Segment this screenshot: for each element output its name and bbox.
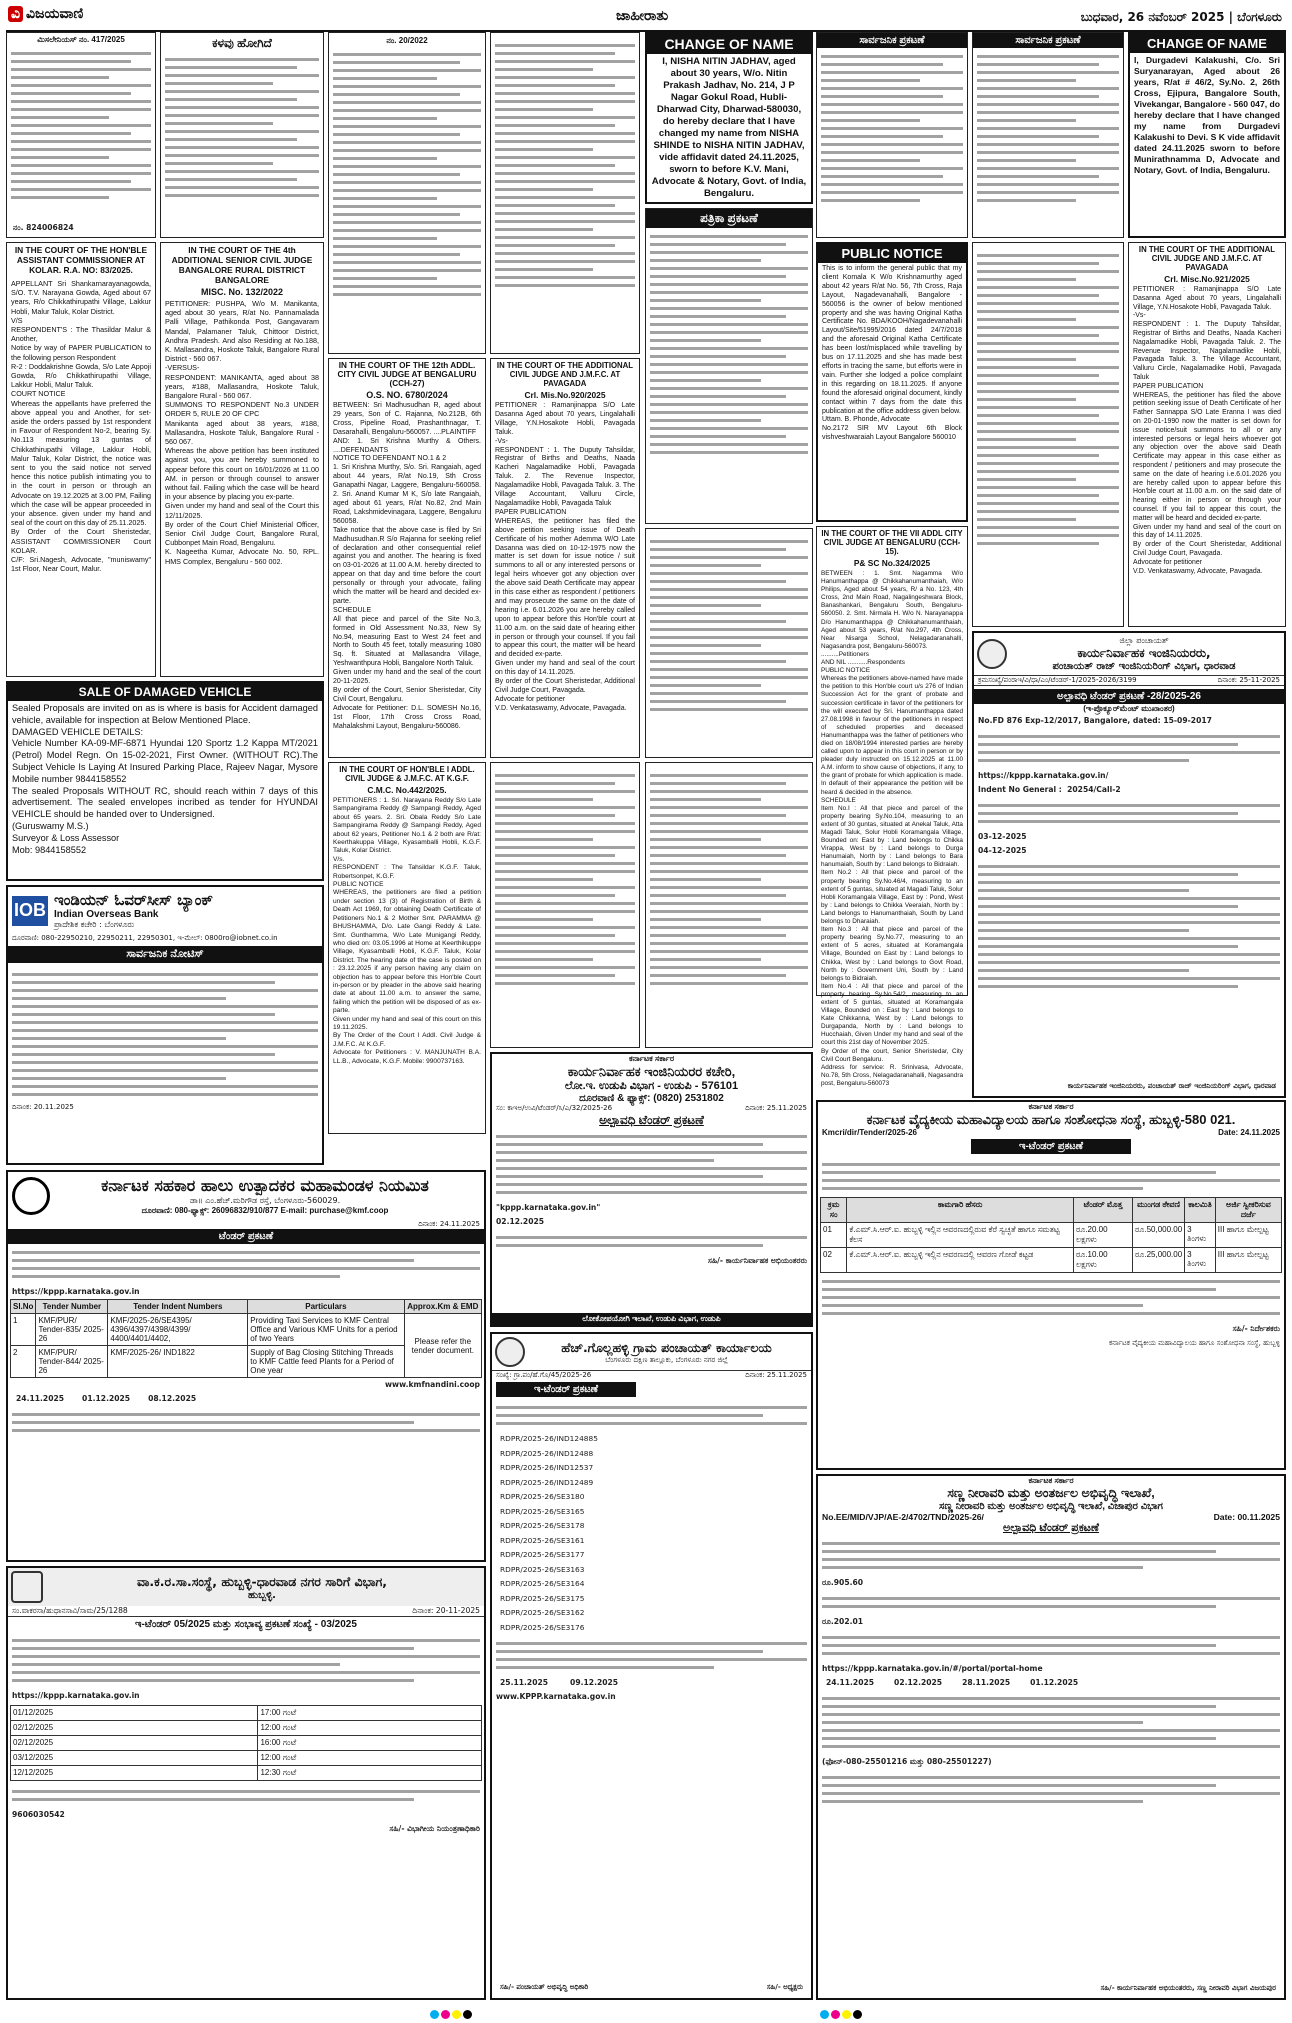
- tender-heading: ಅಲ್ಪಾವಧಿ ಟೆಂಡರ್ ಪ್ರಕಟಣೆ: [599, 1113, 704, 1127]
- issue-date: ಬುಧವಾರ, 26 ನವೆಂಬರ್ 2025 | ಬೆಂಗಳೂರು: [1080, 10, 1282, 24]
- list-item: RDPR/2025-26/SE3165: [500, 1506, 585, 1516]
- tender-heading: ಇ-ಟೆಂಡರ್ ಪ್ರಕಟಣೆ: [496, 1382, 636, 1397]
- tender-date-2: 04-12-2025: [978, 846, 1027, 855]
- ad-title: IN THE COURT OF THE ADDITIONAL CIVIL JUDGE AND J.M.F.C. AT PAVAGADA: [496, 361, 634, 388]
- minor-irrigation-tender: [816, 1474, 1286, 2000]
- ad-body: BETWEEN : 1. Smt. Nagamma W/o Hanumanthappa @ Chikkahanumanthaiah, W/o Philips, Aged about 54 years, R/ a No. 123, 4th Cross, 2nd Main Road, Nagalingeshwara Block, Banashankari, Bengaluru South, Bengaluru-560050. 2. Smt. Nirmala H. W/o N. Narayanappa D/o Hanumanthappa @ Chikkahanumanthaiah, Aged about 53 years, R/at No.297, 4th Cross, Near Nisarga School, Nelagadaranahalli, Nagasandra post, Bengaluru-560073. ..........Petitioners AND NIL ...........Respondents PUBLIC NOTICE Whereas the petitioners above-named have made the petition to this Hon'ble court u/s 276 of Indian Succession Act for the grant of probate and succession certificate in favor of the petitioners for the will executed by Sri. Hanumanthappa dated 27.08.1998 in favour of the petitioners in respect of scheduled properties and deceased Hanumanthappa was the father of petitioners who died on 18/08/1994 interested parties are hereby called upon to appear in this court in person or by pleader duly instructed on 15.12.2025 at 11.00 A.M. inform to show cause of objections, if any, to the grant of probate for which application is made. In default of their appearance the petition will be heard & decided in the absence. SCHEDULE Item No.I : All that piece and parcel of the property bearing Sy.No.104, measuring to an extent of 30 guntas, situated at Anekal Taluk, Atta Magadi Taluk, Solur Hobli Koramangala Village, Bounded on: East by : Land belongs to Chikka Virappa, West by : Land belongs to Durga Hanumaiah, North by : Land belongs to Bara hanumaiah, South by : Land belongs to Bidraiah. Item No.2 : All that piece and parcel of the property bearing Sy.No.46/4, measuring to an extent of 5 guntas, situated at Magadi Taluk, Solur Hobli Koramangala Village, East by : Pond, West by : Land belongs to Chikka Veeraiah, North by : Land belongs to Hanumanthaiah, South by Land belongs to Dharaiah. Item No.3 : All that piece and parcel of the property bearing Sy.No.77, measuring to an extent of 5 acres, situated at Koramangala Village, Bounded on East by : Land belongs to Chikka, West by : Land belongs to Govt Road, North by : Government Uni, South by : Land belongs to Bidraiah. Item No.4 : All that piece and parcel of the property bearing Sy.No.54/2, measuring to an extent of 5 guntas, situated at Koramangala Village, Bounded on : East by : Land belongs to Kate Chikkanna, West by : Land belongs to Durgapanda, North by : Land belongs to Hucchaiah, Given Under my hand and seal of the court this 21st day of November 2025. By Order of the court, Senior Sheristedar, City Civil Court Bengaluru. Address for service: R. Srinivasa, Advocate, No.78, 5th Cross, Nelagadaranahalli, Nagasandra post, Bengaluru-560073: [821, 570, 963, 1087]
- kannada-court-notice-2: [490, 32, 640, 354]
- table-cell: 03/12/2025: [11, 1751, 258, 1766]
- ad-body: I, Durgadevi Kalakushi, C/o. Sri Suryanarayan, Aged about 26 years, R/at # 46/2, Sy.No. 2, 26th Cross, Ejipura, Bangalore South, Vivekangar, Bangalore - 560 047, do hereby declare that I have changed my name from Durgadevi Kalakushi to Devi. S K vide affidavit dated 24.11.2025 sworn to before Munirathnamma D, Advocate and Notary, Govt. of India, Bengaluru.: [1134, 55, 1283, 175]
- ref-number: Kmcri/dir/Tender/2025-26: [822, 1128, 918, 1137]
- list-item: RDPR/2025-26/SE3164: [500, 1579, 585, 1588]
- table-cell: 01/12/2025: [11, 1706, 258, 1721]
- signatory: ಸಹಿ/- ವಿಭಾಗೀಯ ನಿಯಂತ್ರಣಾಧಿಕಾರಿ: [389, 1824, 480, 1833]
- table-cell: ಕೆ.ಎಮ್.ಸಿ.ಆರ್.ಐ. ಹುಬ್ಬಳ್ಳಿ ಇಲ್ಲಿನ ಆವರಣದಲ್ಲಿರುವ ಕೆರೆ ಸ್ವಚ್ಛತೆ ಹಾಗೂ ಸಮತಟ್ಟ ಕೆಲಸ: [847, 1223, 1074, 1248]
- tender-subheading: (ಇ-ಪ್ರೊಕ್ಯೂರ್‌ಮೆಂಟ್ ಮುಖಾಂತರ): [1083, 704, 1175, 713]
- list-item: RDPR/2025-26/SE3180: [500, 1492, 585, 1501]
- ad-ref: ನಂ. 20/2022: [386, 36, 428, 45]
- kgf-court-notice: [328, 762, 486, 1134]
- table-cell: 12:00 ಗಂಟೆ: [258, 1751, 482, 1766]
- table-header: ಕ್ರಮ ಸಂ: [821, 1198, 847, 1223]
- footer-bar: ಲೋಕೋಪಯೋಗಿ ಇಲಾಖೆ, ಉಡುಪಿ ವಿಭಾಗ, ಉಡುಪಿ: [492, 1313, 811, 1325]
- ad-title: PUBLIC NOTICE: [818, 244, 966, 263]
- org-contact: ದೂರವಾಣಿ: 080-ಫ್ಯಾಕ್ಸ್: 26096832/910/877 E-mail: purchase@kmf.coop: [141, 1206, 389, 1215]
- table-row: [11, 1736, 482, 1751]
- public-notice-kn-1: [816, 32, 968, 238]
- kimsh-tender-table: [820, 1197, 1282, 1273]
- list-item: RDPR/2025-26/IND12488: [500, 1448, 594, 1458]
- sale-damaged-vehicle: [6, 681, 324, 881]
- list-item: RDPR/2025-26/IND12537: [500, 1463, 594, 1472]
- portal-link: https://kppp.karnataka.gov.in/#/portal/portal-home: [822, 1664, 1043, 1673]
- table-cell: 3 ತಿಂಗಳು: [1185, 1223, 1216, 1248]
- office-subtitle: ಲೋ.ಇ. ಉಡುಪಿ ವಿಭಾಗ - ಉಡುಪಿ - 576101: [564, 1080, 739, 1092]
- table-cell: 01: [821, 1223, 847, 1248]
- table-cell: Providing Taxi Services to KMF Central Office and Various KMF Units for a period of two Years: [248, 1314, 404, 1346]
- table-cell: Supply of Bag Closing Stitching Threads to KMF Cattle feed Plants for a Period of One year: [248, 1346, 404, 1378]
- patrike-prakatane: [645, 208, 813, 524]
- misc-132-court-notice: [160, 242, 324, 677]
- ad-ref: ನಂ. 824006824: [13, 223, 74, 232]
- dept-name: ಕರ್ನಾಟಕ ಸರ್ಕಾರ: [1028, 1476, 1074, 1485]
- office-subtitle: ಬೆಂಗಳೂರು ದಕ್ಷಿಣ ತಾಲ್ಲೂಕು, ಬೆಂಗಳೂರು ನಗರ ಜಿಲ್ಲೆ: [605, 1355, 728, 1364]
- gram-panchayat-etender: [490, 1332, 813, 2000]
- office-title: ಕಾರ್ಯನಿರ್ವಾಹಕ ಇಂಜಿನಿಯರರ ಕಚೇರಿ,: [567, 1064, 736, 1079]
- table-cell: KMF/2025-26/ IND1822: [108, 1346, 248, 1378]
- table-row: [821, 1248, 1282, 1273]
- city-civil-7-notice: [816, 526, 968, 1087]
- dept-name: ಕರ್ನಾಟಕ ಸರ್ಕಾರ: [1028, 1102, 1074, 1111]
- signatory: ಸಹಿ/- ಕಾರ್ಯನಿರ್ವಾಹಕ ಅಭಿಯಂತರರು, ಸಣ್ಣ ನೀರಾವರಿ ವಿಭಾಗ ವಿಜಯಪುರ: [1100, 1984, 1276, 1992]
- ad-body: PETITIONER: PUSHPA, W/o M. Manikanta, aged about 30 years, R/at No. Pannamalada Palli Village, Pathikonda Post, Gangavaram Mandal, Palamaner Taluk, Chittoor District, Andhra Pradesh. And also Residing at No.188, K. Mallasandra, Hoskote Taluk, Bangalore Rural District - 560 067. -VERSUS- RESPONDENT: MANIKANTA, aged about 38 years, #188, Mallasandra, Hoskote Taluk, Bangalore Rural - 560 067. SUMMONS TO RESPONDENT No.3 UNDER ORDER 5, RULE 20 OF CPC Manikanta aged about 38 years, #188, Mallasandra, Hoskote Taluk, Bangalore Rural - 560 067. Whereas the above petition has been instituted against you, you are hereby summoned to appear before this court on 16/01/2026 at 11.00 AM. in person or through counsel to answer without fail. Failing which the case will be heard in your absence by placing you ex-parte. Given under my hand and seal of the Court this 12/11/2025. By order of the Court Chief Ministerial Officer, Senior Civil Judge Court, Bangalore Rural, Cubbonpet Main Road, Bengaluru. K. Nageetha Kumar, Advocate No. 50, RPL. HMS Complex, Bengaluru - 560 002.: [165, 299, 319, 566]
- kolar-court-notice: [6, 242, 156, 677]
- table-cell: ರೂ.50,000.00: [1133, 1223, 1185, 1248]
- tender-date: 02.12.2025: [496, 1217, 545, 1226]
- ref-date: Date: 24.11.2025: [1218, 1128, 1280, 1137]
- registration-marks: [820, 2004, 864, 2016]
- tender-date-1: 03-12-2025: [978, 832, 1027, 841]
- table-cell: 1: [11, 1314, 36, 1346]
- ad-title: ಕಳವು ಹೋಗಿದೆ: [212, 36, 272, 50]
- kimsh-etender: [816, 1100, 1286, 1470]
- website-link: www.kmfnandini.coop: [385, 1380, 480, 1389]
- city-civil-12-notice: [328, 358, 486, 758]
- portal-link: "kppp.karnataka.gov.in": [496, 1203, 601, 1212]
- tender-date-2: 01.12.2025: [82, 1394, 131, 1403]
- tender-date-2: 02.12.2025: [894, 1678, 943, 1687]
- office-title: ಕಾರ್ಯನಿರ್ವಾಹಕ ಇಂಜಿನಿಯರರು,: [1077, 646, 1211, 660]
- iob-public-notice: [6, 885, 324, 1165]
- misc-417-ad: [6, 32, 156, 238]
- kannada-notice-col6: [972, 242, 1124, 627]
- list-item: RDPR/2025-26/SE3163: [500, 1564, 585, 1574]
- section-title: ಜಾಹೀರಾತು: [616, 8, 669, 24]
- office-subtitle: ಪಂಚಾಯತ್ ರಾಜ್ ಇಂಜಿನಿಯರಿಂಗ್ ವಿಭಾಗ, ಧಾರವಾಡ: [1052, 661, 1236, 672]
- ad-body: This is to inform the general public that my client Komala K W/o Krishnamurthy aged about 42 years R/at No. 56, 7th Cross, Raja Layout, Nagadevanahalli, Bangalore - 560056 is the owner of below mentioned property and she was having Original Katha Certificate No. BDA/KOOH/Nagadevanahalli Layout/Site/51995/2016 dated 24/7/2018 and the aforesaid Original Katha Certificate has been lost/misplaced while travelling by bus on 17.11.2025 and she has made best efforts in tracing the same, but efforts were in vain. Further she lodged a police complaint in this regarding on 18.11.2025. If anyone found the aforesaid original document, kindly contact within 7 days from the date this publication at the office address given below. Uttam. B. Phonde, Advocate No.2172 SIR MV Layout 6th Block vishveshwaraiah Layout Bangalore 560010: [822, 265, 962, 442]
- ad-title: ಮಿಸಲೇನಿಯಸ್ ನಂ. 417/2025: [37, 35, 125, 44]
- nwkrtc-schedule-table: [10, 1705, 482, 1781]
- tender-heading: ಟೆಂಡರ್ ಪ್ರಕಟಣೆ: [8, 1229, 484, 1244]
- kmf-logo-icon: [12, 1177, 50, 1215]
- table-header: ಮುಂಗಡ ಠೇವಣಿ: [1133, 1198, 1185, 1223]
- ad-title: SALE OF DAMAGED VEHICLE: [8, 683, 322, 701]
- tender-date-3: 08.12.2025: [148, 1394, 197, 1403]
- nwkrtc-logo-icon: [11, 1571, 43, 1603]
- bank-office: ಪ್ರಾದೇಶಿಕ ಕಚೇರಿ : ಬೆಂಗಳೂರು: [54, 920, 135, 929]
- contact-phone: (ಫೋನ್-080-25501216 ಮತ್ತು 080-25501227): [822, 1757, 992, 1766]
- table-cell: 12:00 ಗಂಟೆ: [258, 1721, 482, 1736]
- table-row: [11, 1314, 482, 1346]
- table-header: ಕಾಮಗಾರಿ ಹೆಸರು: [847, 1198, 1074, 1223]
- kannada-notice-col4b: [645, 762, 813, 1048]
- signatory-1: ಸಹಿ/- ಪಂಚಾಯತ್ ಅಭಿವೃದ್ಧಿ ಅಧಿಕಾರಿ: [500, 1983, 589, 1991]
- table-cell: KMF/PUR/ Tender-844/ 2025-26: [36, 1346, 108, 1378]
- ref-date: ದಿನಾಂಕ: 25.11.2025: [745, 1104, 807, 1112]
- signatory: ಸಹಿ/- ನಿರ್ದೇಶಕರು: [1232, 1324, 1280, 1333]
- table-cell: 16:00 ಗಂಟೆ: [258, 1736, 482, 1751]
- list-item: RDPR/2025-26/IND12489: [500, 1477, 594, 1487]
- indent-number: Indent No General : 20254/Call-2: [978, 785, 1121, 794]
- table-header: ಟೆಂಡರ್ ಮೊತ್ತ: [1074, 1198, 1133, 1223]
- table-cell: KMF/PUR/ Tender-835/ 2025-26: [36, 1314, 108, 1346]
- ad-title: IN THE COURT OF THE 4th ADDITIONAL SENIOR CIVIL JUDGE BANGALORE RURAL DISTRICT BANGALORE: [171, 245, 313, 285]
- org-name: ಕರ್ನಾಟಕ ಸಹಕಾರ ಹಾಲು ಉತ್ಪಾದಕರ ಮಹಾಮಂಡಳ ನಿಯಮಿತ: [101, 1176, 429, 1195]
- ad-title: IN THE COURT OF THE VII ADDL CITY CIVIL JUDGE AT BENGALURU (CCH-15).: [821, 529, 963, 556]
- office-title: ಹೆಚ್.ಗೊಲ್ಲಹಳ್ಳಿ ಗ್ರಾಮ ಪಂಚಾಯತ್ ಕಾರ್ಯಾಲಯ: [561, 1339, 772, 1355]
- list-item: RDPR/2025-26/SE3176: [500, 1622, 585, 1632]
- ad-body: PETITIONER : Ramanjinappa S/O Late Dasanna Aged about 70 years, Lingalahalli Village, Y.N.Hosakote Hobli, Pavagada Taluk. -Vs- RESPONDENT : 1. The Duputy Tahsildar, Registrar of Births and Deaths, Naada Kacheri Nagalamadike Hobli, Pavagada Taluk. 2. The Revenue Inspector, Nagalamadike Hobli, Pavagada Taluk. 3. The Village Accountant, Valluru Circle, Nagalamadike Hobli, Pavagada Taluk PAPER PUBLICATION WHEREAS, the petitioner has filed the above petition seeking issue of Death Certificate of his mother Ademma W/O Late Dasanna was died on 10-12-1975 now the matter is set down for issue notice / suit summons to all or any interested persons or legal heirs whoever got any objection over the above said Death Certificate may appear in this case either as respondent / petitioners and may prosecute the same on the date of hearing i.e. 6.01.2026 you are hereby called upon to appear before this Hon'ble court at 11.00 a.m. on the said date of hearing either in person or through your counsel. If you fail to appear this court, the matter will be heard and decided ex-parte. Given under my hand and seal of the court on this day of 14.11.2025. By order of the Court Sheristedar, Additional Civil Judge Court, Pavagada. Advocate for petitioner V.D. Venkataswamy, Advocate, Pavagada.: [495, 402, 635, 712]
- tender-heading: ಇ-ಟೆಂಡರ್ ಪ್ರಕಟಣೆ: [971, 1139, 1131, 1154]
- office-subtitle: ಹುಬ್ಬಳ್ಳಿ.: [248, 1589, 276, 1601]
- ad-body: PETITIONERS : 1. Sri. Narayana Reddy S/o Late Sampangirama Reddy @ Sampangi Reddy, Aged about 65 years. 2. Sri. Obala Reddy S/o Late Sampangirama Reddy @ Sampangi Reddy, Aged about 62 years, Petitioner No.1 & 2 both are R/at: Keerthakuppa Village, Kyasamballi Hobli, K.G.F. Taluk, Kolar District. V/s. RESPONDENT : The Tahsildar K.G.F. Taluk, Robertsonpet, K.G.F. PUBLIC NOTICE WHEREAS, the petitioners are filed a petition under section 13 (3) of Registration of Birth & Death Act 1969, for obtaining Death Certificate of Petitioners No.1 & 2 Mother Smt. PARAMMA @ BHUSHAMMA, D/o. Late Gangi Reddy & Late. Smt. Gunthamma, W/o Late Munigangi Reddy, who died on: 03.05.1996 at Home at Keerthikuppe Village, Kyasamballi Hobli, K.G.F. Taluk, Kolar District. The hearing date of the case is posted on : 23.12.2025 if any person having any claim on objection has to appear before this Hon'ble Court in-person or by pleader in the above said hearing date at about 11.00 a.m. to answer the same, failing which the petition will be disposed of as ex-parte. Given under my hand and seal of this court on this 19.11.2025. By The Order of the Court I Addl. Civil Judge & J.M.F.C. At K.G.F. Advocate for Petitioners : V. MANJUNATH B.A. LL.B., Advocate, K.G.F. Mobile: 9900737163.: [333, 797, 481, 1065]
- iob-logo-icon: IOB: [12, 896, 48, 926]
- signatory-2: ಸಹಿ/- ಅಧ್ಯಕ್ಷರು: [766, 1983, 803, 1991]
- tender-date-3: 28.11.2025: [962, 1678, 1011, 1687]
- table-cell: III ಹಾಗೂ ಮೇಲ್ಪಟ್ಟ: [1215, 1248, 1281, 1273]
- table-header: ಕಾಲಮಿತಿ: [1185, 1198, 1216, 1223]
- tender-date-2: 09.12.2025: [570, 1678, 619, 1687]
- table-header: Particulars: [248, 1300, 404, 1314]
- ref-number: ಸಂ.ವಾಕರಸಾ/ಹುಧಾನಸಾವಿ/ಸಾಮ/25/1288: [12, 1606, 128, 1615]
- public-notice-kn-2: [972, 32, 1124, 238]
- order-ref: No.FD 876 Exp-12/2017, Bangalore, dated: 15-09-2017: [978, 716, 1212, 725]
- amount-2: ರೂ.202.01: [822, 1617, 864, 1626]
- table-cell: 2: [11, 1346, 36, 1378]
- ad-body: APPELLANT Sri Shankarnarayanagowda, S/O. T.V. Narayana Gowda, Aged about 67 years, R/o Chikkathirupathi Village, Lakkur Hobli, Malur Taluk, Kolar District. V/S RESPONDENT'S : The Thasildar Malur & Another, Notice by way of PAPER PUBLICATION to the following person Respondent R-2 : Doddakrishne Gowda, S/o Late Appoji Gowda, R/o Chikkathirupathi Village, Lakkur Hobli, Malur Taluk. COURT NOTICE Whereas the appellants have preferred the above appeal you and Another, for set-aside the orders passed by 1st respondent in Favour of Respondent No-2, bearing Sy. No.113 measuring 13 guntas of Chikkathirupathi Village, Lakkur Hobli, Malur Taluk, Kolar District, the notice was sent to you the said notice not served hence this notice publish intimating you to in the court in person or through an Advocate on 19.12.2025 at 3.00 PM, Failing which the case will be appear proceeded in your absence. given under my hand and seal of the court on this day of 25.11.2025. By Order of the Court Sheristedar, ASSISTANT COMMISSIONER Court KOLAR. C/F: Sri.Nagesh, Advocate, "muniswamy" 1st Floor, Near Court, Malur.: [11, 279, 151, 574]
- office-title: ವಾ.ಕ.ರ.ಸಾ.ಸಂಸ್ಥೆ, ಹುಬ್ಬಳ್ಳಿ-ಧಾರವಾಡ ನಗರ ಸಾರಿಗೆ ವಿಭಾಗ,: [136, 1573, 388, 1589]
- table-cell: 12:30 ಗಂಟೆ: [258, 1766, 482, 1781]
- ad-subtitle: P& SC No.324/2025: [853, 558, 931, 568]
- govt-emblem-icon: [977, 639, 1007, 669]
- nwkrtc-etender: [6, 1566, 486, 2000]
- contact-phone: 9606030542: [12, 1810, 65, 1819]
- zp-dharwad-tender: [972, 631, 1286, 1098]
- table-row: [11, 1751, 482, 1766]
- table-cell: KMF/2025-26/SE4395/ 4396/4397/4398/4399/ 4400/4401/4402,: [108, 1314, 248, 1346]
- table-cell: 02/12/2025: [11, 1736, 258, 1751]
- office-phone: ದೂರವಾಣಿ & ಫ್ಯಾಕ್ಸ್: (0820) 2531802: [579, 1093, 724, 1104]
- ad-subtitle: O.S. NO. 6780/2024: [366, 390, 448, 400]
- ad-title: ಪತ್ರಿಕಾ ಪ್ರಕಟಣೆ: [646, 209, 812, 228]
- signatory: ಕಾರ್ಯನಿರ್ವಾಹಕ ಇಂಜಿನಿಯರರು, ಪಂಚಾಯತ್ ರಾಜ್ ಇಂಜಿನಿಯರಿಂಗ್ ವಿಭಾಗ, ಧಾರವಾಡ: [1067, 1082, 1276, 1090]
- ad-subtitle: MISC. No. 132/2022: [200, 287, 284, 297]
- table-cell: ರೂ.20.00 ಲಕ್ಷಗಳು: [1074, 1223, 1133, 1248]
- org-address: ಡಾ॥ ಎಂ.ಹೆಚ್.ಮರಿಗೌಡ ರಸ್ತೆ, ಬೆಂಗಳೂರು-560029.: [189, 1196, 341, 1205]
- ad-title: ಸಾರ್ವಜನಿಕ ಪ್ರಕಟಣೆ: [817, 33, 967, 48]
- amount-1: ರೂ.905.60: [822, 1578, 864, 1587]
- tender-date-1: 24.11.2025: [826, 1678, 875, 1687]
- change-of-name-1: [645, 32, 813, 204]
- ad-body: Sealed Proposals are invited on as is where is basis for Accident damaged vehicle, available for inspection at Below Mentioned Place. DAMAGED VEHICLE DETAILS: Vehicle Number KA-09-MF-6871 Hyundai 120 Sportz 1.2 Kappa MT/2021 (Petrol) Model Regn. On 15-02-2021, First Owner. (WITHOUT RC).The Subject Vehicle Is Laying At Insured Parking Place, Rajeev Nagar, Mysore Mobile number 9844158552 The sealed Proposals WITHOUT RC, should reach within 7 days of this advertisement. The sealed envelopes incribed as tender for HYUNDAI VEHICLE should be handed over to Undersigned. (Guruswamy M.S.) Surveyor & Loss Assessor Mob: 9844158552: [12, 703, 318, 855]
- ad-subtitle: Crl. Mis.No.920/2025: [524, 390, 606, 400]
- portal-link: https://kppp.karnataka.gov.in/: [978, 771, 1109, 780]
- list-item: RDPR/2025-26/SE3161: [500, 1535, 585, 1545]
- portal-link: https://kppp.karnataka.gov.in: [12, 1287, 140, 1296]
- ad-subtitle: C.M.C. No.442/2025.: [367, 785, 447, 795]
- table-cell: ಕೆ.ಎಮ್.ಸಿ.ಆರ್.ಐ. ಹುಬ್ಬಳ್ಳಿ ಇಲ್ಲಿನ ಆವರಣದಲ್ಲಿ ಆವರಣ ಗೋಡೆ ಕಟ್ಟಡ: [847, 1248, 1074, 1273]
- portal-link: https://kppp.karnataka.gov.in: [12, 1691, 140, 1700]
- tender-date-1: 24.11.2025: [16, 1394, 65, 1403]
- ad-title: CHANGE OF NAME: [647, 34, 811, 54]
- bank-name-kn: ಇಂಡಿಯನ್ ಓವರ್‌ಸೀಸ್ ಬ್ಯಾಂಕ್: [54, 891, 214, 909]
- table-cell: Please refer the tender document.: [404, 1314, 481, 1378]
- ad-title: IN THE COURT OF HON'BLE I ADDL. CIVIL JUDGE & J.M.F.C. AT K.G.F.: [339, 765, 475, 783]
- list-item: RDPR/2025-26/SE3177: [500, 1550, 585, 1559]
- kmf-tender-table: [10, 1299, 482, 1378]
- table-row: [821, 1223, 1282, 1248]
- office-subtitle: ಸಣ್ಣ ನೀರಾವರಿ ಮತ್ತು ಅಂತರ್ಜಲ ಅಭಿವೃದ್ಧಿ ಇಲಾಖೆ, ವಿಜಾಪುರ ವಿಭಾಗ: [939, 1501, 1163, 1512]
- kmf-tender: [6, 1170, 486, 1562]
- ad-title: IN THE COURT OF THE ADDITIONAL CIVIL JUDGE AND J.M.F.C. AT PAVAGADA: [1138, 245, 1276, 272]
- ad-title: IN THE COURT OF THE 12th ADDL. CITY CIVIL JUDGE AT BENGALURU (CCH-27): [337, 361, 477, 388]
- registration-marks: [430, 2004, 474, 2016]
- notice-bar: ಸಾರ್ವಜನಿಕ ನೋಟಿಸ್: [8, 946, 322, 963]
- office-title: ಸಣ್ಣ ನೀರಾವರಿ ಮತ್ತು ಅಂತರ್ಜಲ ಅಭಿವೃದ್ಧಿ ಇಲಾಖೆ,: [947, 1486, 1155, 1500]
- table-header: Sl.No: [11, 1300, 36, 1314]
- ad-body: PETITIONER : Ramanjinappa S/O Late Dasanna Aged about 70 years, Lingalahalli Village, Y.N.Hosakote Hobli, Pavagada Taluk. -Vs- RESPONDENT : 1. The Duputy Tahsildar, Registrar of Births and Deaths, Naada Kacheri Nagalamadike Hobli, Pavagada Taluk. 2. The Revenue Inspector, Nagalamadike Hobli, Pavagada Taluk. 3. The Village Accountant, Valluru Circle, Nagalamadike Hobli, Pavagada Taluk PAPER PUBLICATION WHEREAS, the petitioner has filed the above petition seeking issue of Death Certificate of her Father Sannappa S/O Late Eranna I was died on 20-01-1990 now the matter is set down for issue notice/suit summons to all or any interested persons or legal heirs whoever got any objection over the above said Death Certificate may appear in this case either as respondent / petitioners and may prosecute the same on the date of hearing i.e.6.01.2026 you are hereby called upon to appear before this Hon'ble court at 11.00 a.m. on the said date of hearing either in person or through your counsel. If you fail to appear this court, the matter will be heard and decided ex-parte. Given under my hand and seal of the court on this day of 14.11.2025. By order of the Court Sheristedar, Additional Civil Judge Court, Pavagada. Advocate for petitioner V.D. Venkataswamy, Advocate, Pavagada.: [1133, 286, 1281, 575]
- tender-heading: ಅಲ್ಪಾವಧಿ ಟೆಂಡರ್ ಪ್ರಕಟಣೆ -28/2025-26: [974, 689, 1284, 704]
- table-cell: 02/12/2025: [11, 1721, 258, 1736]
- pwd-udupi-tender: [490, 1052, 813, 1327]
- ref-date: ದಿನಾಂಕ: 25-11-2025: [1217, 676, 1280, 684]
- lost-notice-ad: [160, 32, 324, 238]
- govt-emblem-icon: [495, 1337, 525, 1367]
- bank-name-en: Indian Overseas Bank: [54, 909, 159, 920]
- ref-number: ಕ್ರಮಸಂಖ್ಯೆ/ಪಂರಾಇ/ವಿ/ಧಾ/ಎಂ/ಟೆಂಡರ್-1/2025-2026/3199: [978, 676, 1137, 684]
- ad-title: CHANGE OF NAME: [1130, 34, 1284, 53]
- table-row: [11, 1766, 482, 1781]
- ref-date: ದಿನಾಂಕ: 25.11.2025: [745, 1371, 807, 1379]
- table-cell: ರೂ.10.00 ಲಕ್ಷಗಳು: [1074, 1248, 1133, 1273]
- website-link: www.KPPP.karnataka.gov.in: [496, 1692, 616, 1701]
- kannada-court-notice: [328, 32, 486, 354]
- signatory: ಸಹಿ/- ಕಾರ್ಯನಿರ್ವಾಹಕ ಅಭಿಯಂತರರು: [707, 1256, 807, 1265]
- ad-title: ಸಾರ್ವಜನಿಕ ಪ್ರಕಟಣೆ: [973, 33, 1123, 48]
- table-cell: 3 ತಿಂಗಳು: [1185, 1248, 1216, 1273]
- ad-body: BETWEEN: Sri Madhusudhan R, aged about 29 years, Son of C. Rajanna, No.212B, 6th Cross, Pipeline Road, Prashanthnagar, T. Dasarahalli, Bengaluru-560057. ....PLAINTIFF AND: 1. Sri Krishna Murthy & Others. ....DEFENDANTS NOTICE TO DEFENDANT NO.1 & 2 1. Sri Krishna Murthy, S/o. Sri. Rangaiah, aged about 44 years, R/at No.19, Sth Cross Ganapathi Nagar, Laggere, Bengaluru-560058. 2. Sri. Anand Kumar M K, S/o late Rangaiah, aged about 61 years, R/at No.82, 2nd Main Road, Lakshmidevinagara, Laggere, Bengaluru 560058. Take notice that the above case is filed by Sri Madhusudhan.R S/o Rajanna for seeking relief of declaration and other consequential relief against you and another. The hearing is fixed on 03-01-2026 at 11.00 A.M. hereby directed to appear on that day and time before the court personally or through your advocate, failing which the matter will be heard and decided ex-parte. SCHEDULE All that piece and parcel of the Site No.3, formed in Old Assessment No.33, New Sy No.94, measuring East to West 24 feet and North to South 45 feet, totally measuring 1080 Sq. ft. Situated at Mallasandra Village, Yeshwanthpura Hobli, Bangalore North Taluk. Given under my hand and the seal of the court 20-11-2025. By order of the Court, Senior Sheristedar, City Civil Court, Bengaluru. Advocate for Petitioner: D.L. SOMESH No.16, 1st Floor, 17th Cross Cross Road, Mahalakshmi Layout, Bengaluru-560086.: [333, 402, 481, 730]
- table-cell: 17:00 ಗಂಟೆ: [258, 1706, 482, 1721]
- page-header: [6, 4, 1286, 32]
- list-item: RDPR/2025-26/SE3175: [500, 1593, 585, 1603]
- tender-heading: ಇ-ಟೆಂಡರ್ 05/2025 ಮತ್ತು ಸಂಭಾವ್ಯ ಪ್ರಕಟಣೆ ಸಂಖ್ಯೆ - 03/2025: [135, 1619, 357, 1630]
- table-header: Approx.Km & EMD: [404, 1300, 481, 1314]
- table-row: [11, 1721, 482, 1736]
- ref-number: ಸಂ: ಕಾಇಅ/ಉವಿ/ಟೆಂಡರ್/ಸಿ/ಎ/32/2025-26: [496, 1104, 613, 1112]
- table-cell: ರೂ.25,000.00: [1133, 1248, 1185, 1273]
- change-of-name-2: [1128, 32, 1286, 238]
- office-title: ಕರ್ನಾಟಕ ವೈದ್ಯಕೀಯ ಮಹಾವಿದ್ಯಾಲಯ ಹಾಗೂ ಸಂಶೋಧನಾ ಸಂಸ್ಥೆ, ಹುಬ್ಬಳ್ಳಿ-580 021.: [866, 1112, 1236, 1127]
- pavagada-notice-1: [1128, 242, 1286, 627]
- ref-number: ಸಂಖ್ಯೆ: ಗ್ರಾ.ಪಂ/ಹೆ.ಗೊ/45/2025-26: [496, 1371, 592, 1379]
- gp-tender-list: [492, 1432, 811, 1635]
- pavagada-notice-2: [490, 358, 640, 758]
- list-item: RDPR/2025-26/IND124885: [500, 1434, 598, 1443]
- tender-date-1: 25.11.2025: [500, 1678, 549, 1687]
- table-row: [11, 1706, 482, 1721]
- list-item: RDPR/2025-26/SE3178: [500, 1521, 585, 1530]
- ref-date: ದಿನಾಂಕ: 24.11.2025: [418, 1220, 480, 1228]
- list-item: RDPR/2025-26/SE3162: [500, 1608, 585, 1617]
- public-notice-en: [816, 242, 968, 522]
- ad-body: I, NISHA NITIN JADHAV, aged about 30 years, W/o. Nitin Prakash Jadhav, No. 214, J P Nagar Gokul Road, Hubli-Dharwad City, Dharwad-580030, do hereby declare that I have changed my name from NISHA SHINDE to NISHA NITIN JADHAV, vide affidavit dated 24.11.2025, sworn to before K.V. Mani, Advocate & Notary, Govt. of India, Bengaluru.: [651, 56, 809, 199]
- ad-subtitle: Crl. Misc.No.921/2025: [1164, 274, 1250, 284]
- table-header: Tender Indent Numbers: [108, 1300, 248, 1314]
- kannada-notice-col4: [645, 528, 813, 758]
- ad-title: IN THE COURT OF THE HON'BLE ASSISTANT COMMISSIONER AT KOLAR. R.A. NO: 83/2025.: [14, 245, 148, 275]
- masthead-logo: ವಿ ವಿಜಯವಾಣಿ: [8, 6, 83, 22]
- ref-date: Date: 00.11.2025: [1213, 1512, 1280, 1522]
- table-cell: III ಹಾಗೂ ಮೇಲ್ಪಟ್ಟ: [1215, 1223, 1281, 1248]
- bank-contact: ದೂರವಾಣಿ: 080-22950210, 22950211, 22950301, ಇ-ಮೇಲ್: 0800ro@iobnet.co.in: [12, 934, 278, 942]
- ref-date: ದಿನಾಂಕ: 20-11-2025: [412, 1606, 480, 1615]
- dept-name: ಕರ್ನಾಟಕ ಸರ್ಕಾರ: [628, 1054, 675, 1063]
- ref-number: No.EE/MID/VJP/AE-2/4702/TND/2025-26/: [822, 1512, 984, 1522]
- table-cell: 02: [821, 1248, 847, 1273]
- kannada-notice-col3b: [490, 762, 640, 1048]
- tender-date-4: 01.12.2025: [1030, 1678, 1079, 1687]
- notice-date: ದಿನಾಂಕ: 20.11.2025: [12, 1103, 74, 1111]
- dept-name: ಜಿಲ್ಲಾ ಪಂಚಾಯತ್: [1119, 636, 1169, 645]
- tender-heading: ಅಲ್ಪಾವಧಿ ಟೆಂಡರ್ ಪ್ರಕಟಣೆ: [1003, 1522, 1099, 1534]
- table-cell: 12/12/2025: [11, 1766, 258, 1781]
- signatory-office: ಕರ್ನಾಟಕ ವೈದ್ಯಕೀಯ ಮಹಾವಿದ್ಯಾಲಯ ಹಾಗೂ ಸಂಶೋಧನಾ ಸಂಸ್ಥೆ, ಹುಬ್ಬಳ್ಳಿ: [1109, 1339, 1280, 1347]
- table-header: Tender Number: [36, 1300, 108, 1314]
- table-header: ಅರ್ಜಿ ಸ್ವೀಕರಿಸುವ ದರ್ಜೆ: [1215, 1198, 1281, 1223]
